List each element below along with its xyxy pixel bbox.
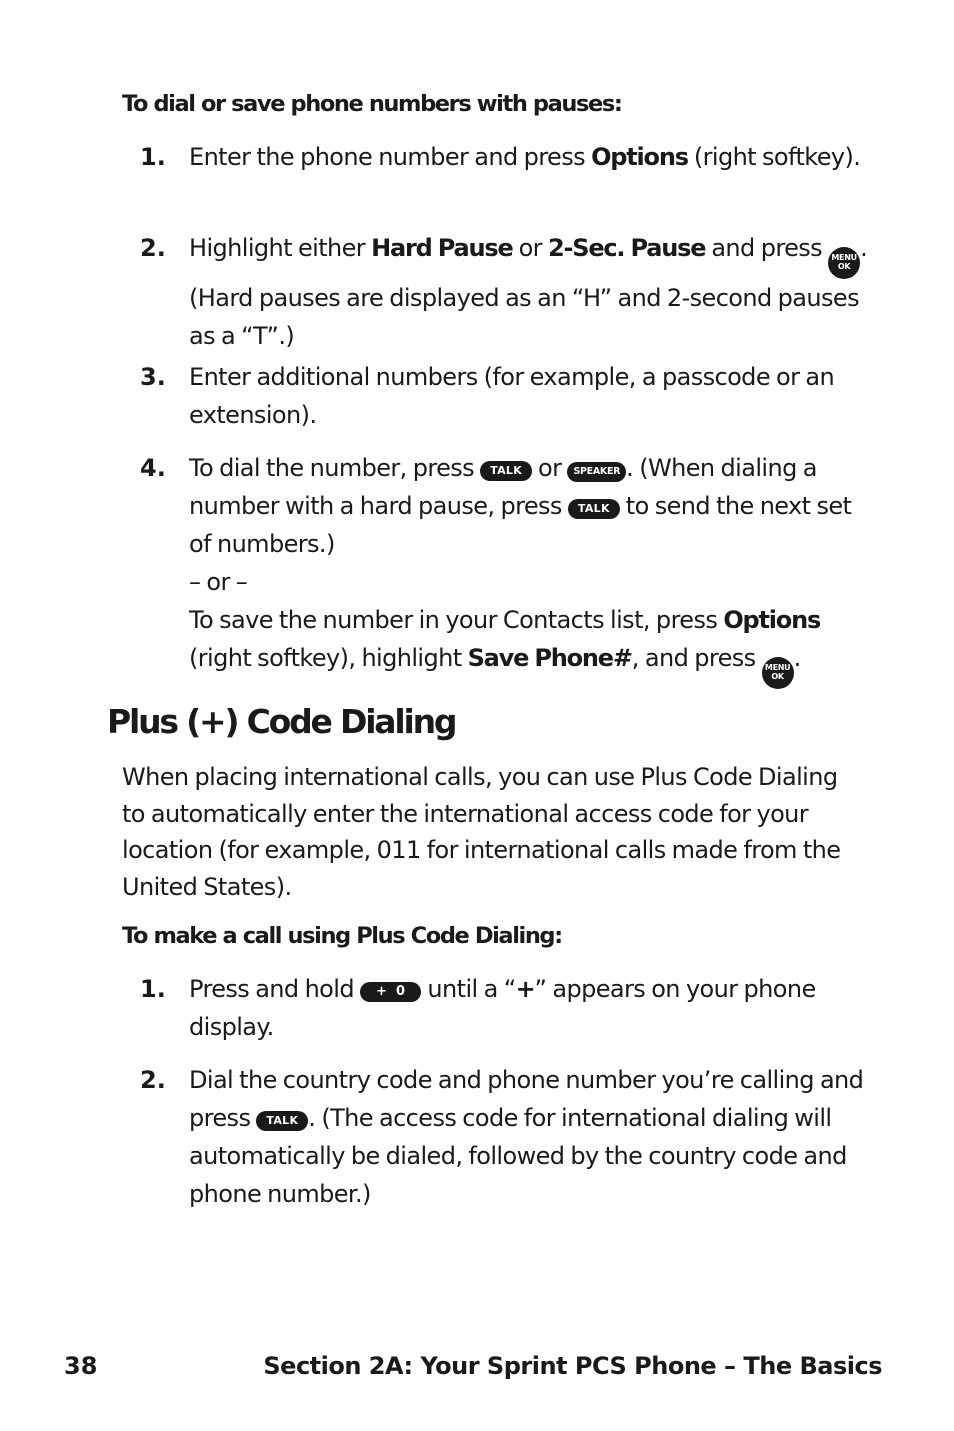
step-number: 4. [140, 454, 166, 482]
step-text: Enter the phone number and press Options (right softkey). [189, 143, 861, 171]
intro-paragraph: When placing international calls, you can use Plus Code Dialing to automatically enter the international access code for your location (for example, 011 for international calls made from the United States). [122, 763, 841, 901]
plus-symbol: + [515, 975, 535, 1003]
hard-pause-label: Hard Pause [371, 234, 513, 262]
talk-key-icon: TALK [568, 499, 620, 519]
pauses-heading: To dial or save phone numbers with pauses: [122, 91, 622, 117]
options-label: Options [723, 606, 821, 634]
or-separator: – or – [189, 568, 248, 596]
step-text: Enter additional numbers (for example, a passcode or an extension). [189, 363, 835, 429]
page-number: 38 [64, 1352, 98, 1380]
step-number: 2. [140, 1066, 166, 1094]
step-number: 2. [140, 234, 166, 262]
step-number: 3. [140, 363, 166, 391]
step-number: 1. [140, 975, 166, 1003]
talk-key-icon: TALK [480, 461, 532, 481]
plus-heading: To make a call using Plus Code Dialing: [122, 923, 562, 949]
options-label: Options [591, 143, 688, 171]
step-text: Press and hold + 0 until a “+” appears on your phone display. [189, 975, 816, 1041]
speaker-key-icon: SPEAKER [567, 462, 626, 482]
save-phone-label: Save Phone# [467, 644, 632, 672]
menu-ok-key-icon: MENU OK [762, 657, 794, 689]
zero-plus-key-icon: + 0 [360, 982, 421, 1002]
section-title: Plus (+) Code Dialing [107, 702, 456, 741]
two-sec-pause-label: 2-Sec. Pause [547, 234, 706, 262]
step-text: To dial the number, press TALK or SPEAKER . (When dialing a number with a hard pause, press TALK to send the next set of numbers.) – or – To save the number in your Contacts list, press Options (right softkey), highlight Save Phone#, and press MENU OK . [189, 449, 869, 689]
step-number: 1. [140, 143, 166, 171]
menu-ok-key-icon: MENU OK [828, 247, 860, 279]
talk-key-icon: TALK [256, 1111, 308, 1131]
step-text: Dial the country code and phone number you’re calling and press TALK . (The access code for international dialing will automatically be dialed, followed by the country code and phone number.) [189, 1066, 864, 1208]
step-text: Highlight either Hard Pause or 2-Sec. Pause and press MENU OK . (Hard pauses are displayed as an “H” and 2-second pauses as a “T”.) [189, 234, 868, 350]
section-footer: Section 2A: Your Sprint PCS Phone – The Basics [263, 1352, 882, 1380]
